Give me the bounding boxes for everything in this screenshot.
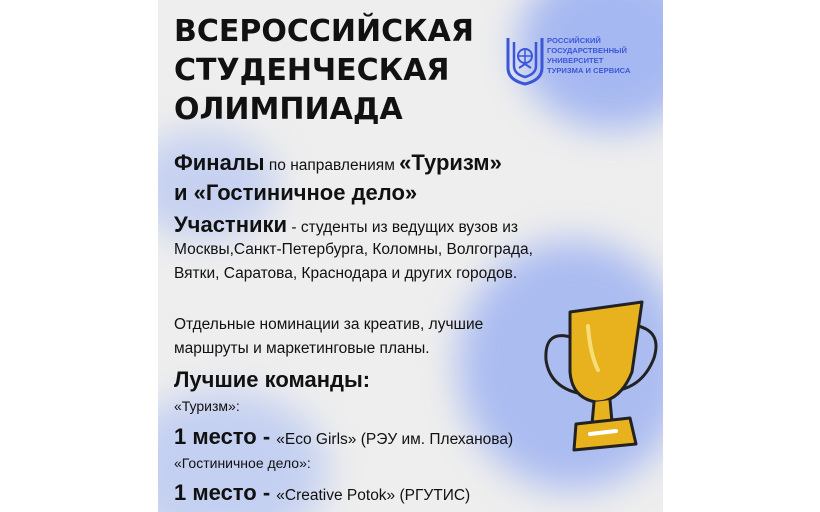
place-1-tourism (174, 424, 513, 450)
place-1-hotel (174, 480, 470, 506)
participants-text: - студенты из ведущих вузов из (287, 219, 519, 236)
finals-line-2: и «Гостиничное дело» (174, 180, 418, 205)
title-line: ВСЕРОССИЙСКАЯ (174, 14, 474, 49)
finals-label: Финалы (174, 150, 265, 175)
participants-label: Участники (174, 212, 288, 237)
participants-line-1 (174, 212, 518, 238)
nominations-line-2: маршруты и маркетинговые планы. (174, 340, 430, 357)
title-line: СТУДЕНЧЕСКАЯ (174, 53, 450, 88)
title-line: ОЛИМПИАДА (174, 92, 403, 127)
logo-text-line: ГОСУДАРСТВЕННЫЙ (547, 46, 627, 55)
finals-text: по направлениям (264, 157, 400, 174)
university-logo (504, 32, 663, 96)
logo-text-line: ТУРИЗМА И СЕРВИСА (547, 66, 631, 75)
finals-line-1 (174, 150, 502, 176)
post-card (158, 0, 663, 512)
category-hotel: «Гостиничное дело»: (174, 455, 311, 471)
place-team: «Creative Potok» (РГУТИС) (276, 487, 471, 504)
participants-line-2: Москвы,Санкт-Петербурга, Коломны, Волгограда, (174, 241, 533, 258)
page-title (174, 12, 474, 129)
place-label: 1 место - (174, 424, 277, 449)
category-tourism: «Туризм»: (174, 398, 240, 414)
logo-text-line: УНИВЕРСИТЕТ (547, 56, 604, 65)
trophy-icon (534, 298, 663, 458)
best-teams-heading: Лучшие команды: (174, 367, 371, 392)
place-team: «Eco Girls» (РЭУ им. Плеханова) (276, 431, 514, 448)
logo-text-line: РОССИЙСКИЙ (547, 36, 601, 45)
university-emblem-icon (504, 32, 546, 86)
nominations-line-1: Отдельные номинации за креатив, лучшие (174, 316, 484, 333)
place-label: 1 место - (174, 480, 277, 505)
participants-line-3: Вятки, Саратова, Краснодара и других городов. (174, 265, 518, 282)
finals-tourism: «Туризм» (399, 150, 502, 175)
